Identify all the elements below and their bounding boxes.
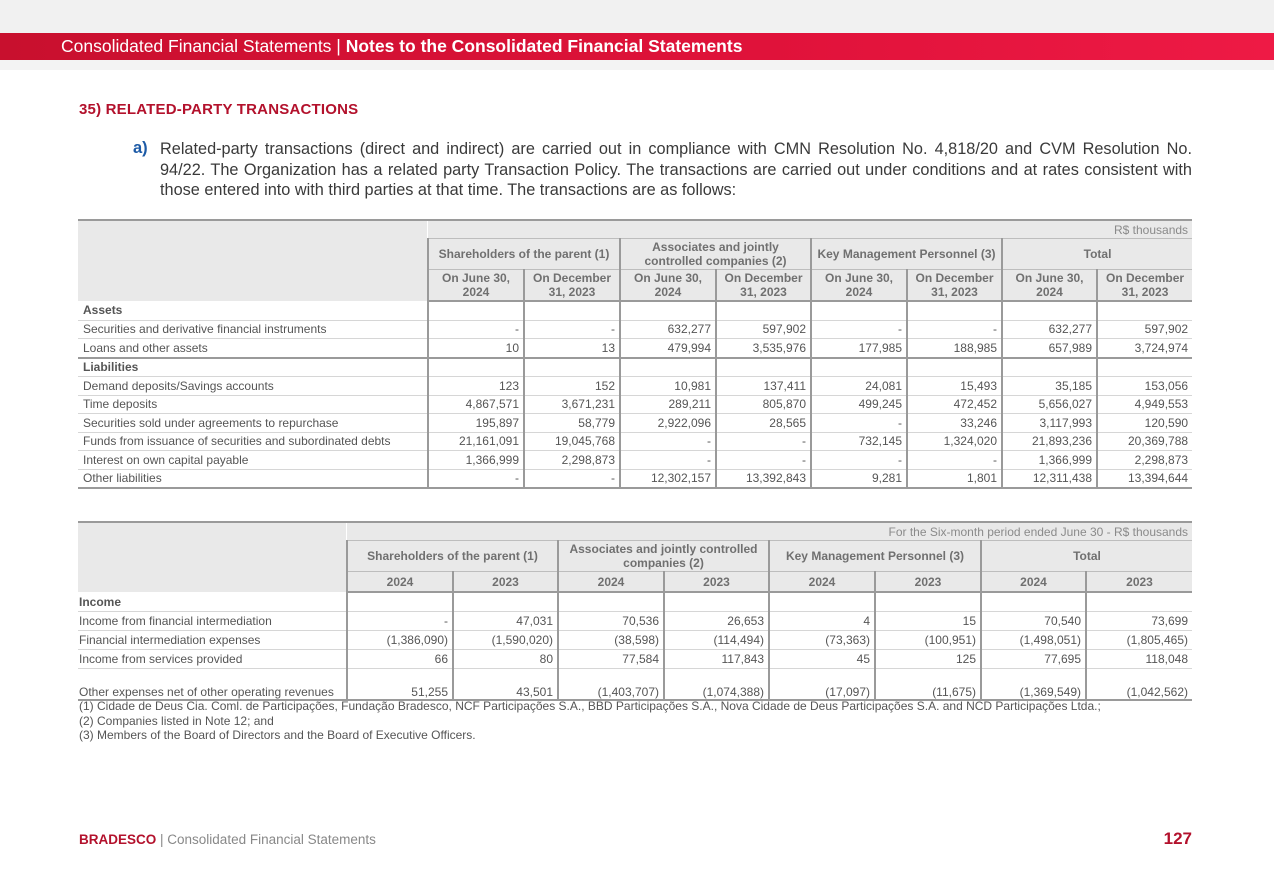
cell-value: (17,097) [769,669,875,701]
cell-value: - [428,469,524,488]
cell-value [1097,358,1192,377]
cell-value [907,358,1002,377]
table-row [78,395,1192,414]
cell-value: 153,056 [1097,377,1192,396]
cell-value: 123 [428,377,524,396]
column-header: 2024 [769,572,875,593]
cell-value: 77,584 [558,650,664,669]
column-header: On December 31, 2023 [716,270,811,302]
cell-value: 472,452 [907,395,1002,414]
footer-brand: BRADESCO [79,832,157,847]
cell-value: 1,366,999 [1002,451,1097,470]
table-row [78,339,1192,358]
cell-value: (1,590,020) [453,631,558,650]
section-title: 35) RELATED-PARTY TRANSACTIONS [79,101,359,118]
cell-value: 1,366,999 [428,451,524,470]
cell-value [664,592,769,612]
cell-value: (114,494) [664,631,769,650]
footnote-2: (2) Companies listed in Note 12; and [79,713,274,728]
footnote-3: (3) Members of the Board of Directors and the Board of Executive Officers. [79,728,476,742]
table-row [78,451,1192,470]
cell-value: (100,951) [875,631,981,650]
row-label: Assets [78,301,428,320]
table-unit-row [78,522,1192,541]
table-row [78,432,1192,451]
cell-value: 19,045,768 [524,432,620,451]
column-header: On December 31, 2023 [1097,270,1192,302]
cell-value: - [811,451,907,470]
cell-value: 77,695 [981,650,1086,669]
cell-value: 3,535,976 [716,339,811,358]
cell-value: 195,897 [428,414,524,433]
cell-value: 70,540 [981,612,1086,631]
cell-value: (1,074,388) [664,669,769,701]
header-banner [0,33,1274,60]
paragraph-text: Related-party transactions (direct and indirect) are carried out in compliance with CMN Resolution No. 4,818/20 and CVM Resolution No. 94/22. The Organization has a related party Transaction Policy. The transactions are carried out under conditions and at rates consistent with those entered into with third parties at that time. The transactions are as follows: [160,140,1192,199]
row-label: Interest on own capital payable [78,451,428,470]
column-header: On December 31, 2023 [524,270,620,302]
footer-separator: | [156,832,168,847]
table-row [78,612,1192,631]
table-header-blank [78,522,347,592]
cell-value: 45 [769,650,875,669]
cell-value: 15 [875,612,981,631]
cell-value: 597,902 [1097,320,1192,339]
cell-value: - [811,414,907,433]
cell-value: 2,922,096 [620,414,716,433]
cell-value: 4,949,553 [1097,395,1192,414]
row-label: Funds from issuance of securities and subordinated debts [78,432,428,451]
table-row [78,414,1192,433]
section-row [78,358,1192,377]
group-header: Key Management Personnel (3) [769,541,981,572]
row-label: Demand deposits/Savings accounts [78,377,428,396]
cell-value: 1,801 [907,469,1002,488]
cell-value: 13,394,644 [1097,469,1192,488]
cell-value: - [620,432,716,451]
cell-value [811,358,907,377]
group-header: Key Management Personnel (3) [811,239,1002,270]
cell-value: 66 [347,650,453,669]
header-title: Notes to the Consolidated Financial Statements [345,36,743,56]
column-header: On June 30, 2024 [428,270,524,302]
cell-value [716,358,811,377]
column-header: On June 30, 2024 [811,270,907,302]
cell-value: (1,498,051) [981,631,1086,650]
cell-value: 3,724,974 [1097,339,1192,358]
cell-value: 2,298,873 [524,451,620,470]
table-unit: For the Six-month period ended June 30 - R$ thousands [347,522,1192,541]
cell-value: 4,867,571 [428,395,524,414]
related-party-balances-table [78,219,1192,489]
cell-value: 10,981 [620,377,716,396]
group-header: Total [1002,239,1192,270]
cell-value: (1,386,090) [347,631,453,650]
cell-value [907,301,1002,320]
cell-value: 657,989 [1002,339,1097,358]
cell-value: (1,369,549) [981,669,1086,701]
footnotes [79,699,1101,743]
cell-value [769,592,875,612]
row-label: Income from services provided [78,650,347,669]
cell-value: 137,411 [716,377,811,396]
cell-value: 289,211 [620,395,716,414]
cell-value: 3,671,231 [524,395,620,414]
row-label: Financial intermediation expenses [78,631,347,650]
paragraph-letter: a) [133,139,148,157]
table-unit: R$ thousands [428,220,1192,239]
cell-value: 73,699 [1086,612,1192,631]
cell-value: 499,245 [811,395,907,414]
table-row [78,650,1192,669]
cell-value: 3,117,993 [1002,414,1097,433]
cell-value [428,358,524,377]
cell-value: - [716,451,811,470]
cell-value: (11,675) [875,669,981,701]
cell-value: 10 [428,339,524,358]
cell-value: 28,565 [716,414,811,433]
cell-value: 13,392,843 [716,469,811,488]
row-label: Income from financial intermediation [78,612,347,631]
cell-value: 188,985 [907,339,1002,358]
footer [79,832,376,847]
group-header: Shareholders of the parent (1) [428,239,620,270]
group-header: Associates and jointly controlled companies (2) [620,239,811,270]
table-row [78,669,1192,701]
cell-value: 632,277 [620,320,716,339]
column-header: 2023 [453,572,558,593]
table-row [78,320,1192,339]
cell-value: - [907,451,1002,470]
cell-value: - [620,451,716,470]
cell-value: 12,302,157 [620,469,716,488]
cell-value [620,358,716,377]
cell-value: 35,185 [1002,377,1097,396]
cell-value: 58,779 [524,414,620,433]
row-label: Time deposits [78,395,428,414]
cell-value: 21,893,236 [1002,432,1097,451]
cell-value: 118,048 [1086,650,1192,669]
cell-value [1002,301,1097,320]
cell-value: - [811,320,907,339]
cell-value: 1,324,020 [907,432,1002,451]
column-header: 2024 [347,572,453,593]
cell-value: - [524,469,620,488]
cell-value [875,592,981,612]
column-header: On December 31, 2023 [907,270,1002,302]
cell-value [1097,301,1192,320]
cell-value [524,358,620,377]
cell-value: 632,277 [1002,320,1097,339]
table-header-blank [78,220,428,301]
cell-value: 24,081 [811,377,907,396]
cell-value: 152 [524,377,620,396]
cell-value: 479,994 [620,339,716,358]
row-label: Other expenses net of other operating revenues [78,669,347,701]
cell-value: 732,145 [811,432,907,451]
cell-value: 15,493 [907,377,1002,396]
cell-value: 80 [453,650,558,669]
cell-value: 5,656,027 [1002,395,1097,414]
cell-value: - [524,320,620,339]
cell-value: 20,369,788 [1097,432,1192,451]
cell-value: 51,255 [347,669,453,701]
cell-value: 597,902 [716,320,811,339]
row-label: Securities and derivative financial instruments [78,320,428,339]
cell-value: 117,843 [664,650,769,669]
cell-value [1002,358,1097,377]
row-label: Income [78,592,347,612]
cell-value: 26,653 [664,612,769,631]
section-row [78,301,1192,320]
table-body [78,592,1192,700]
cell-value: 43,501 [453,669,558,701]
cell-value: (1,403,707) [558,669,664,701]
cell-value: - [428,320,524,339]
group-header: Shareholders of the parent (1) [347,541,558,572]
cell-value [558,592,664,612]
column-header: 2024 [981,572,1086,593]
column-header: 2023 [875,572,981,593]
column-header: On June 30, 2024 [620,270,716,302]
cell-value: 805,870 [716,395,811,414]
cell-value [716,301,811,320]
page-number: 127 [1163,829,1192,848]
cell-value: - [716,432,811,451]
cell-value: 125 [875,650,981,669]
cell-value: 2,298,873 [1097,451,1192,470]
row-label: Liabilities [78,358,428,377]
table-row [78,377,1192,396]
cell-value: - [907,320,1002,339]
cell-value: 177,985 [811,339,907,358]
cell-value [453,592,558,612]
table-unit-row [78,220,1192,239]
cell-value [347,592,453,612]
cell-value: 13 [524,339,620,358]
cell-value: 12,311,438 [1002,469,1097,488]
cell-value [981,592,1086,612]
row-label: Other liabilities [78,469,428,488]
table-row [78,469,1192,488]
group-header: Total [981,541,1192,572]
cell-value: 4 [769,612,875,631]
group-header: Associates and jointly controlled companies (2) [558,541,769,572]
section-row [78,592,1192,612]
cell-value: (73,363) [769,631,875,650]
cell-value [428,301,524,320]
cell-value: (1,805,465) [1086,631,1192,650]
column-header: 2023 [1086,572,1192,593]
column-header: 2024 [558,572,664,593]
cell-value [1086,592,1192,612]
cell-value: - [347,612,453,631]
row-label: Loans and other assets [78,339,428,358]
header-underline [0,60,1274,70]
cell-value [524,301,620,320]
related-party-income-table [78,521,1192,701]
table-row [78,631,1192,650]
cell-value: 9,281 [811,469,907,488]
header-prefix: Consolidated Financial Statements | [61,36,346,56]
cell-value: (38,598) [558,631,664,650]
cell-value [620,301,716,320]
column-header: On June 30, 2024 [1002,270,1097,302]
cell-value: 70,536 [558,612,664,631]
footer-text: Consolidated Financial Statements [167,832,376,847]
table-body [78,301,1192,488]
cell-value: 21,161,091 [428,432,524,451]
cell-value: 33,246 [907,414,1002,433]
cell-value: 120,590 [1097,414,1192,433]
column-header: 2023 [664,572,769,593]
cell-value: 47,031 [453,612,558,631]
cell-value [811,301,907,320]
row-label: Securities sold under agreements to repurchase [78,414,428,433]
footnote-1: (1) Cidade de Deus Cia. Coml. de Participações, Fundação Bradesco, NCF Participações S.A., BBD Participações S.A., Nova Cidade de Deus Participações S.A. and NCD Participações Ltda.; [79,699,1101,713]
top-strip [0,0,1274,33]
cell-value: (1,042,562) [1086,669,1192,701]
